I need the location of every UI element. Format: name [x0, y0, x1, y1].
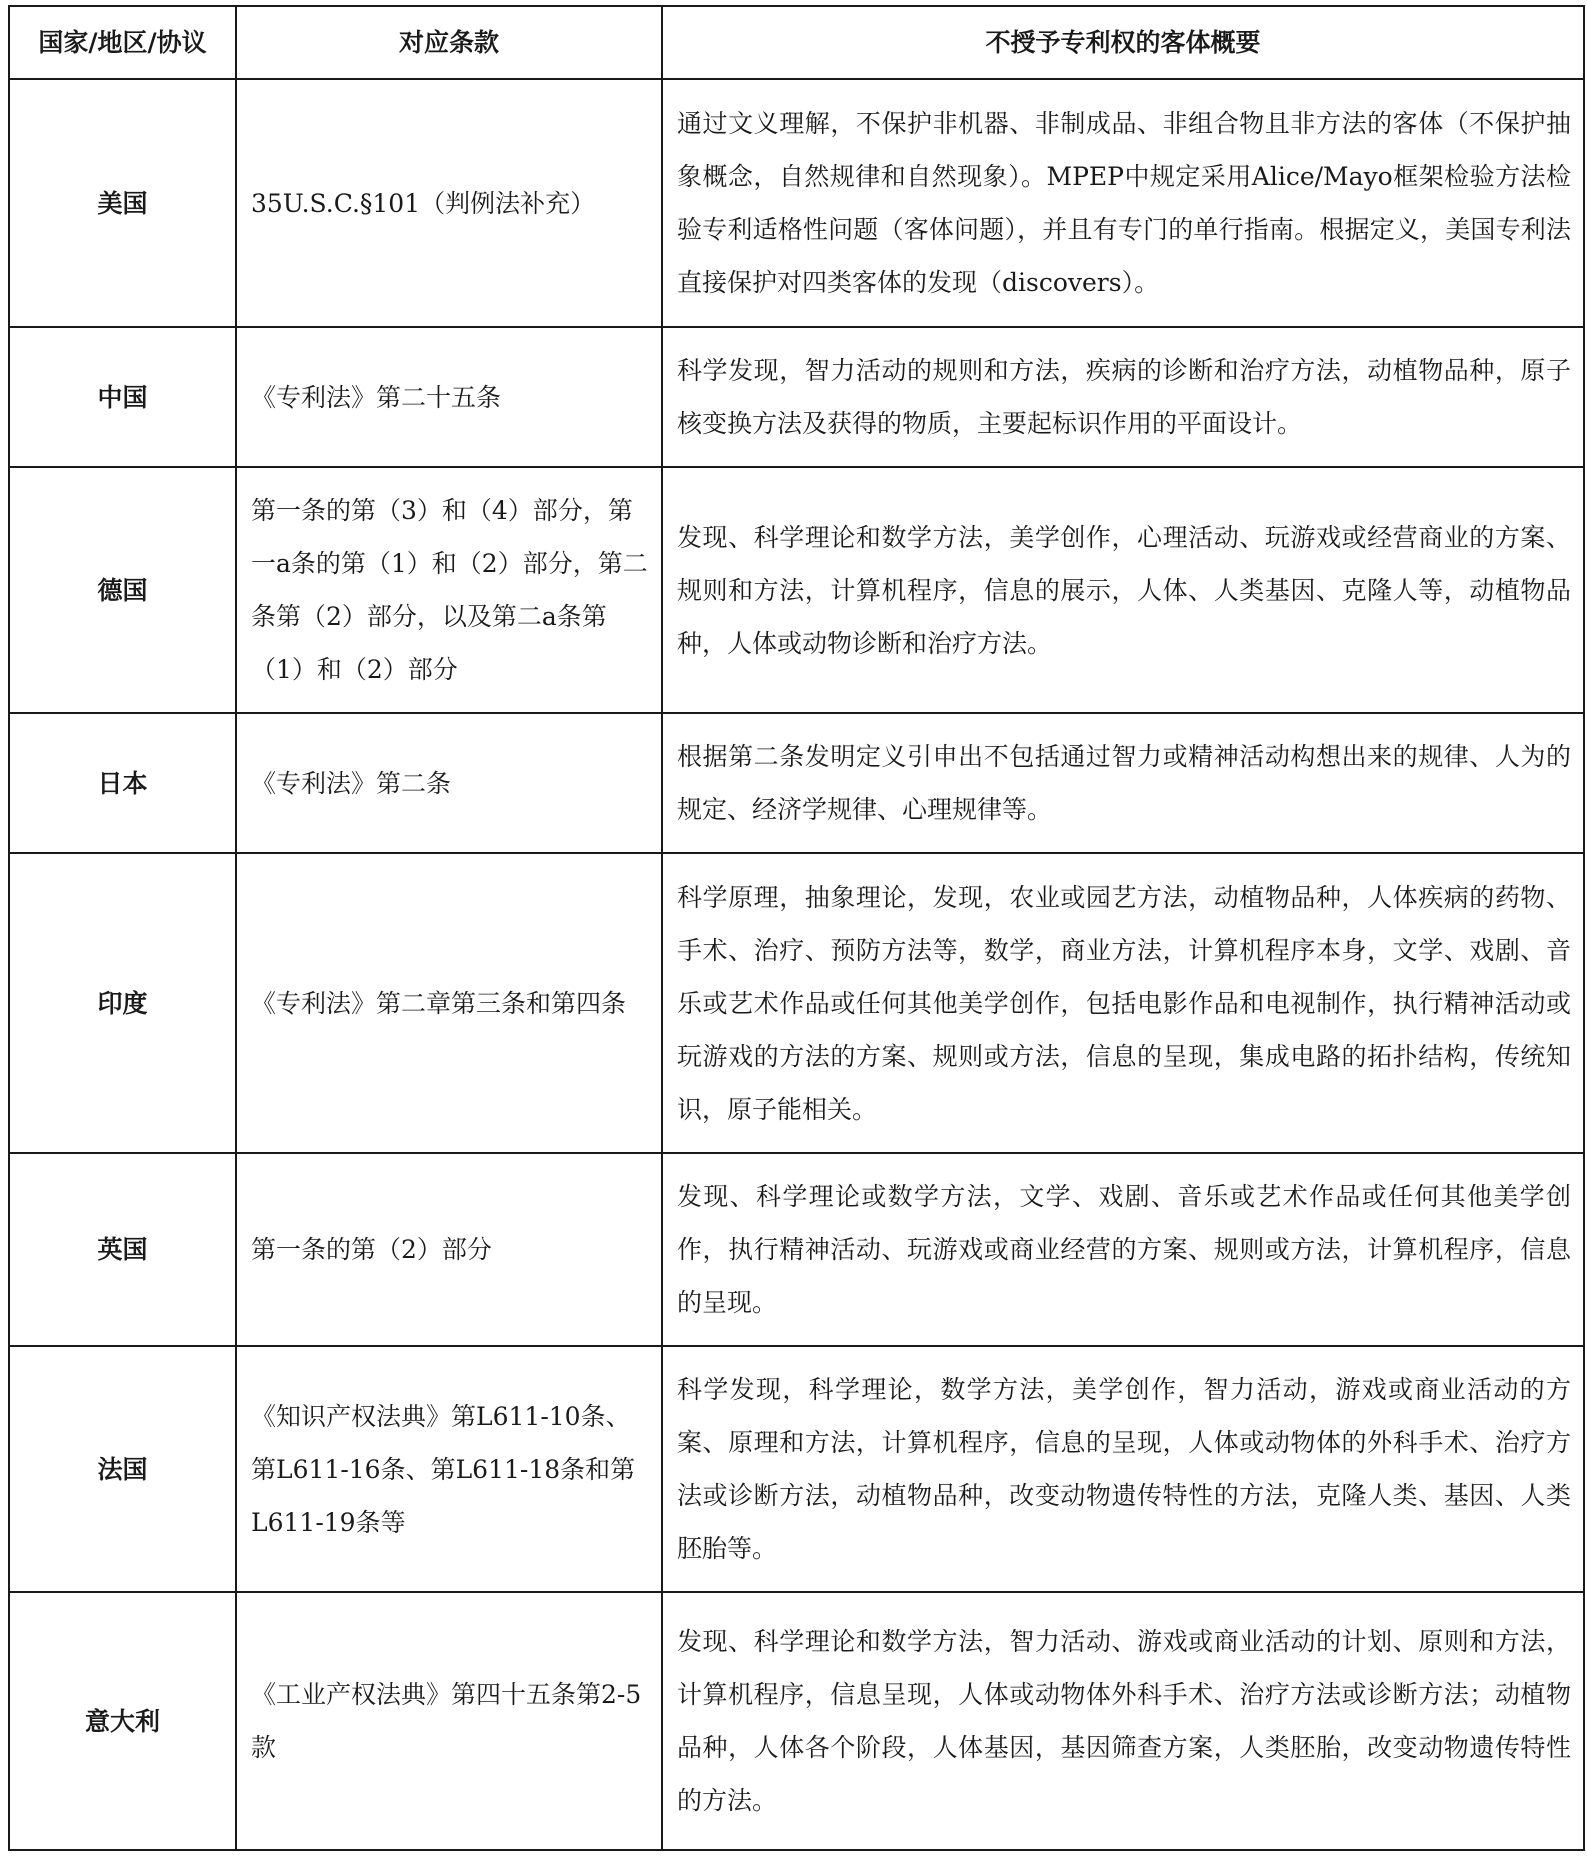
table-row	[9, 853, 1584, 1153]
table-row	[9, 79, 1584, 327]
summary-cell: 发现、科学理论和数学方法，美学创作，心理活动、玩游戏或经营商业的方案、规则和方法，计算机程序，信息的展示，人体、人类基因、克隆人等，动植物品种，人体或动物诊断和治疗方法。	[662, 467, 1584, 713]
country-cell: 意大利	[9, 1592, 236, 1850]
summary-cell: 发现、科学理论或数学方法，文学、戏剧、音乐或艺术作品或任何其他美学创作，执行精神活动、玩游戏或商业经营的方案、规则或方法，计算机程序，信息的呈现。	[662, 1153, 1584, 1346]
country-cell: 中国	[9, 327, 236, 467]
country-cell: 英国	[9, 1153, 236, 1346]
clause-cell: 《专利法》第二章第三条和第四条	[236, 853, 662, 1153]
country-cell: 法国	[9, 1346, 236, 1592]
clause-cell: 《专利法》第二十五条	[236, 327, 662, 467]
clause-cell: 第一条的第（2）部分	[236, 1153, 662, 1346]
header-summary: 不授予专利权的客体概要	[662, 6, 1584, 79]
summary-cell: 发现、科学理论和数学方法，智力活动、游戏或商业活动的计划、原则和方法，计算机程序，信息呈现，人体或动物体外科手术、治疗方法或诊断方法；动植物品种，人体各个阶段，人体基因，基因筛查方案，人类胚胎，改变动物遗传特性的方法。	[662, 1592, 1584, 1850]
country-cell: 印度	[9, 853, 236, 1153]
country-cell: 日本	[9, 713, 236, 853]
table-row	[9, 1346, 1584, 1592]
summary-cell: 科学发现，智力活动的规则和方法，疾病的诊断和治疗方法，动植物品种，原子核变换方法及获得的物质，主要起标识作用的平面设计。	[662, 327, 1584, 467]
country-cell: 德国	[9, 467, 236, 713]
header-clause: 对应条款	[236, 6, 662, 79]
patent-exclusion-table	[8, 5, 1585, 1851]
clause-cell: 《工业产权法典》第四十五条第2-5款	[236, 1592, 662, 1850]
clause-cell: 《知识产权法典》第L611-10条、第L611-16条、第L611-18条和第L611-19条等	[236, 1346, 662, 1592]
summary-cell: 科学发现，科学理论，数学方法，美学创作，智力活动，游戏或商业活动的方案、原理和方法，计算机程序，信息的呈现，人体或动物体的外科手术、治疗方法或诊断方法，动植物品种，改变动物遗传特性的方法，克隆人类、基因、人类胚胎等。	[662, 1346, 1584, 1592]
table-header-row	[9, 6, 1584, 79]
clause-cell: 《专利法》第二条	[236, 713, 662, 853]
table-row	[9, 467, 1584, 713]
clause-cell: 第一条的第（3）和（4）部分，第一a条的第（1）和（2）部分，第二条第（2）部分，以及第二a条第（1）和（2）部分	[236, 467, 662, 713]
summary-cell: 根据第二条发明定义引申出不包括通过智力或精神活动构想出来的规律、人为的规定、经济学规律、心理规律等。	[662, 713, 1584, 853]
country-cell: 美国	[9, 79, 236, 327]
table-row	[9, 713, 1584, 853]
table-row	[9, 1592, 1584, 1850]
table-row	[9, 327, 1584, 467]
header-country: 国家/地区/协议	[9, 6, 236, 79]
summary-cell: 科学原理，抽象理论，发现，农业或园艺方法，动植物品种，人体疾病的药物、手术、治疗、预防方法等，数学，商业方法，计算机程序本身，文学、戏剧、音乐或艺术作品或任何其他美学创作，包括电影作品和电视制作，执行精神活动或玩游戏的方法的方案、规则或方法，信息的呈现，集成电路的拓扑结构，传统知识，原子能相关。	[662, 853, 1584, 1153]
summary-cell: 通过文义理解，不保护非机器、非制成品、非组合物且非方法的客体（不保护抽象概念，自然规律和自然现象）。MPEP中规定采用Alice/Mayo框架检验方法检验专利适格性问题（客体问题），并且有专门的单行指南。根据定义，美国专利法直接保护对四类客体的发现（discovers）。	[662, 79, 1584, 327]
clause-cell: 35U.S.C.§101（判例法补充）	[236, 79, 662, 327]
table-row	[9, 1153, 1584, 1346]
